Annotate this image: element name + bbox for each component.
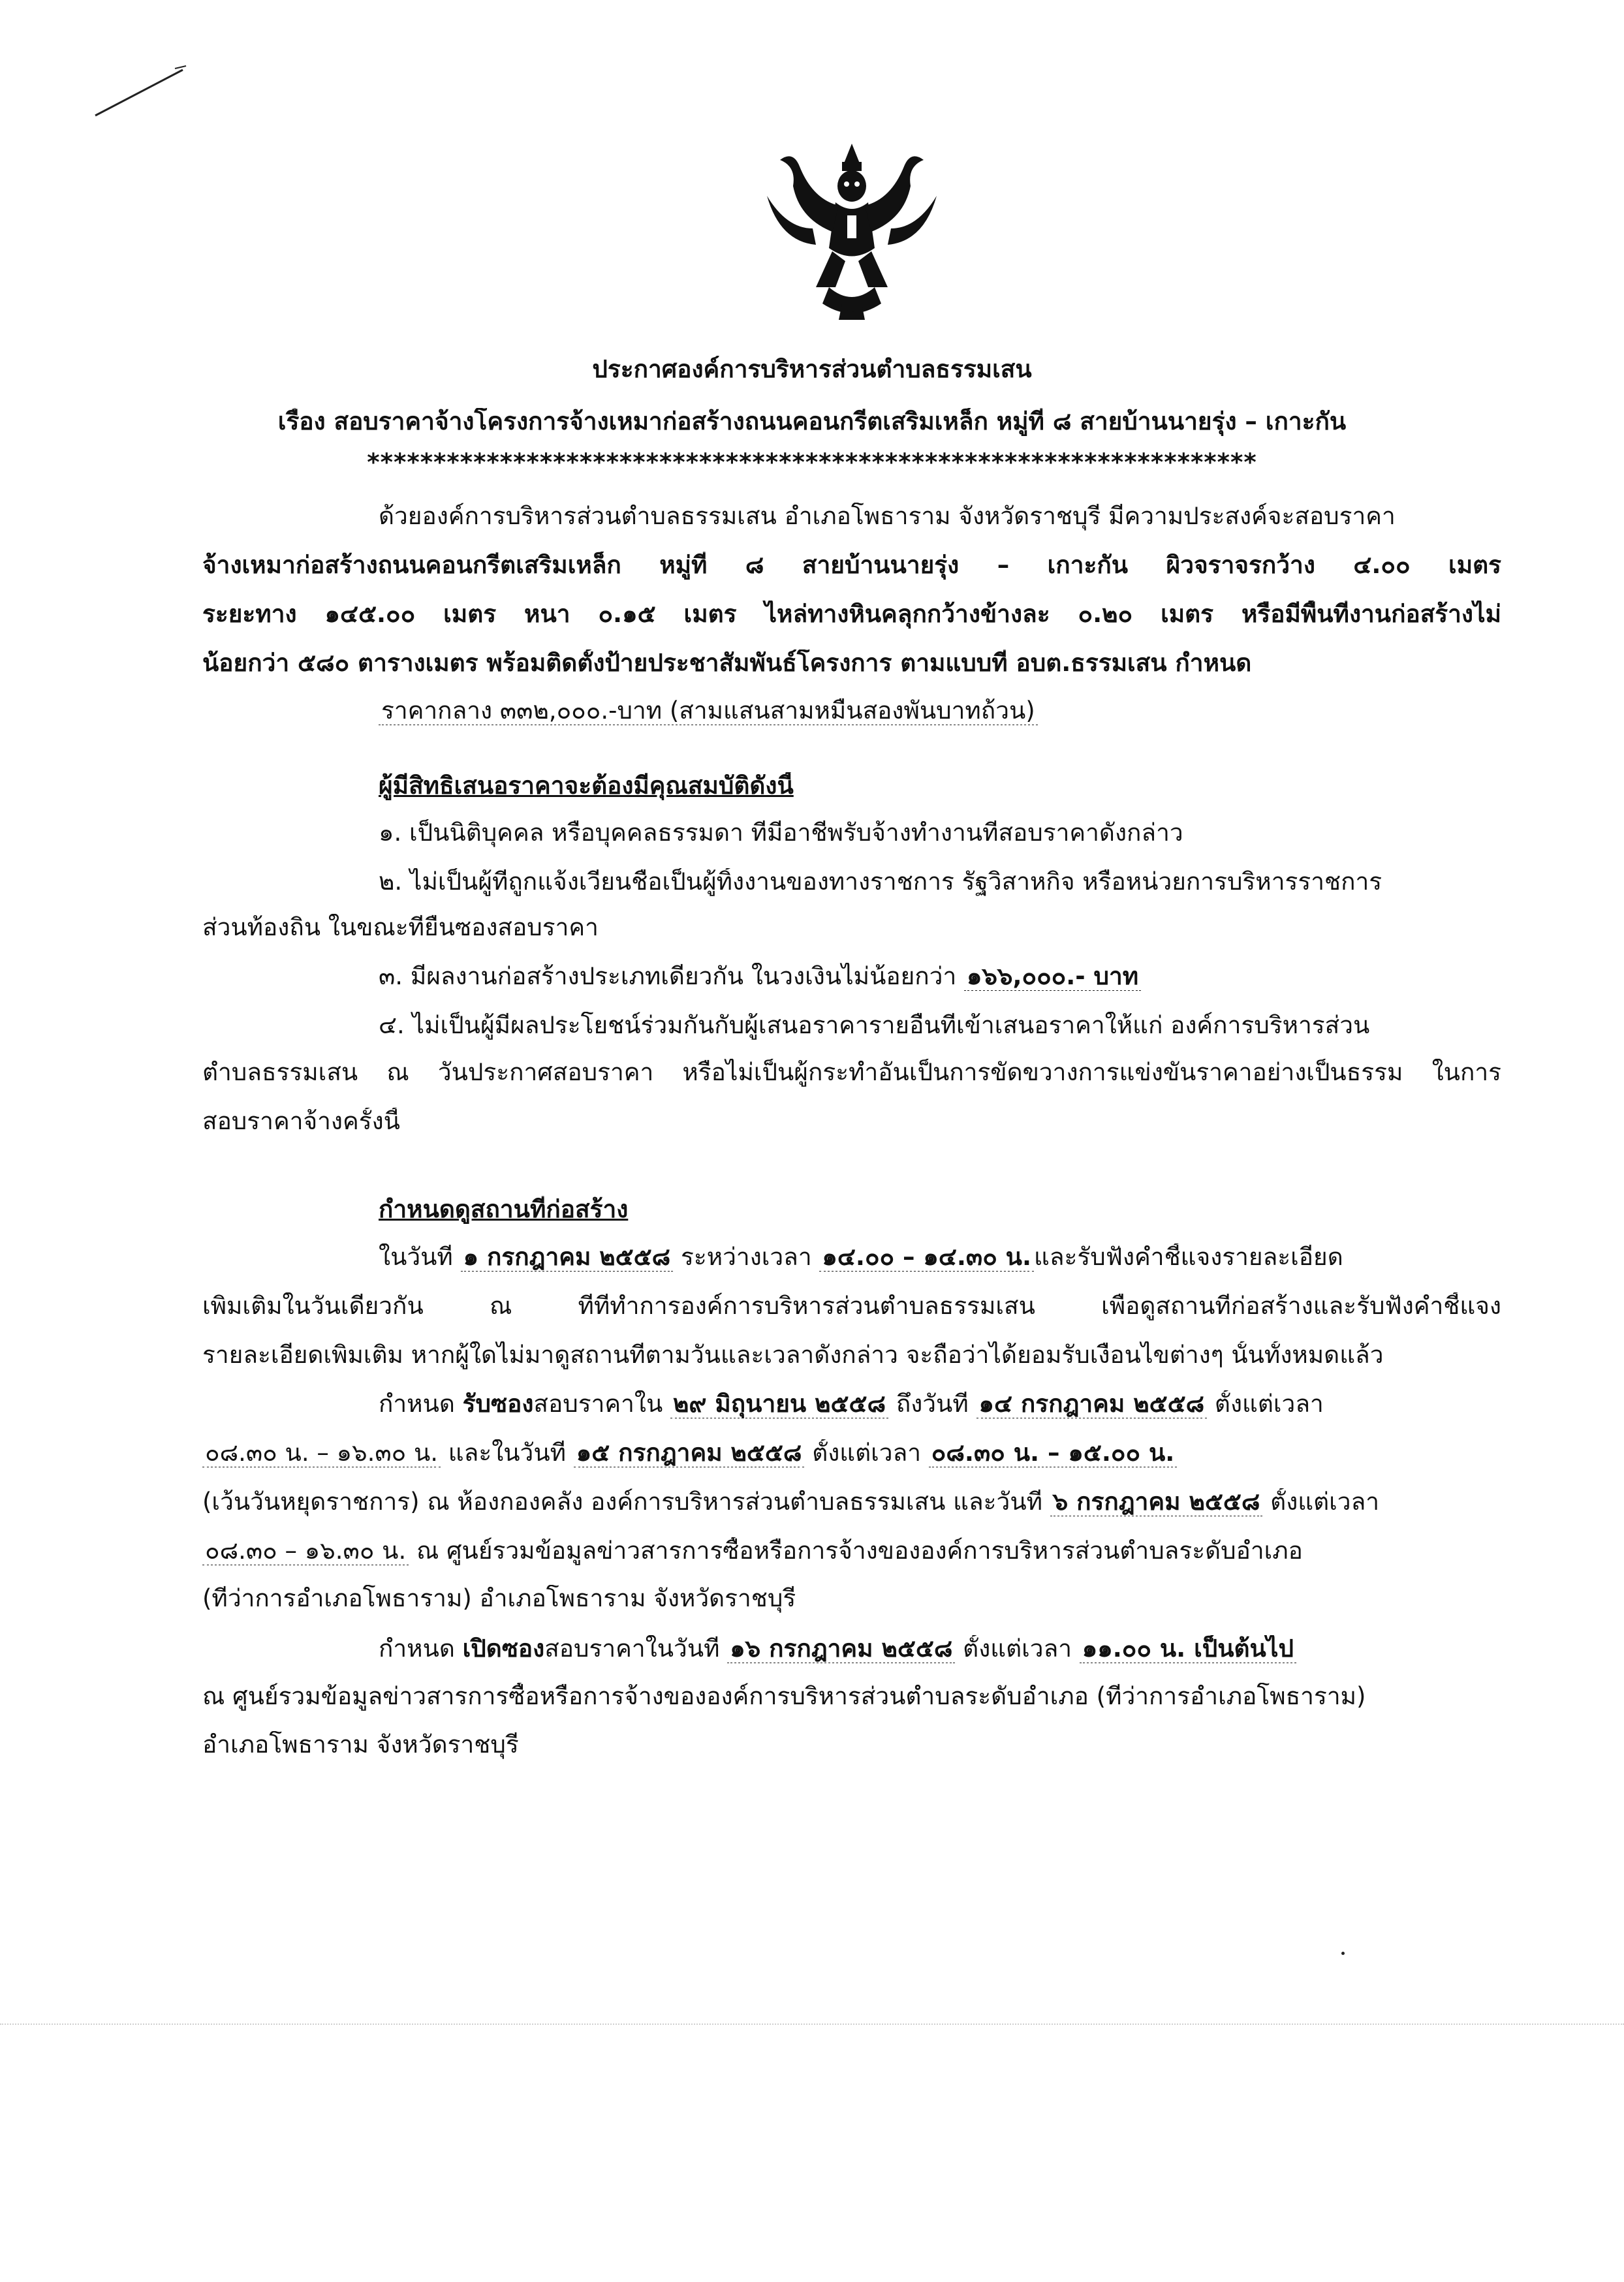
bid-submission-line: ๐๘.๓๐ – ๑๖.๓๐ น. ณ ศูนย์รวมข้อมูลข่าวสารการซื้อหรือการจ้างขององค์การบริหารส่วนตำบลระดับอำเภอ	[202, 1537, 1501, 1565]
qualification-item-continued: ส่วนท้องถิ่น ในขณะที่ยื่นซองสอบราคา	[202, 914, 599, 941]
site-visit-line: ในวันที่ ๑ กรกฎาคม ๒๕๕๘ ระหว่างเวลา ๑๔.๐๐ – ๑๔.๓๐ น. และรับฟังคำชี้แจงรายละเอียด	[379, 1243, 1501, 1272]
site-visit-heading: กำหนดดูสถานที่ก่อสร้าง	[379, 1196, 629, 1223]
qualification-item-continued: สอบราคาจ้างครั้งนี้	[202, 1108, 400, 1135]
qualification-item: ๒. ไม่เป็นผู้ที่ถูกแจ้งเวียนชื่อเป็นผู้ทิ้งงานของทางราชการ รัฐวิสาหกิจ หรือหน่วยการบริหารราชการ	[379, 868, 1382, 896]
qualification-item-continued: ตำบลธรรมเสน ณ วันประกาศสอบราคา หรือไม่เป็นผู้กระทำอันเป็นการขัดขวางการแข่งขันราคาอย่างเป็นธรรม ในการ	[202, 1059, 1501, 1086]
site-visit-line: รายละเอียดเพิ่มเติม หากผู้ใดไม่มาดูสถานที่ตามวันและเวลาดังกล่าว จะถือว่าได้ยอมรับเงื่อนไขต่างๆ นั้นทั้งหมดแล้ว	[202, 1341, 1384, 1369]
bid-submission-line: (ที่ว่าการอำเภอโพธาราม) อำเภอโพธาราม จังหวัดราชบุรี	[202, 1585, 796, 1612]
bid-opening-line: ณ ศูนย์รวมข้อมูลข่าวสารการซื้อหรือการจ้างขององค์การบริหารส่วนตำบลระดับอำเภอ (ที่ว่าการอำเภอโพธาราม)	[202, 1683, 1366, 1710]
qualification-item	[379, 963, 1501, 991]
bid-submission-line: (เว้นวันหยุดราชการ) ณ ห้องกองคลัง องค์การบริหารส่วนตำบลธรรมเสน และวันที่ ๖ กรกฎาคม ๒๕๕๘ ตั้งแต่เวลา	[202, 1488, 1501, 1516]
garuda-emblem	[751, 131, 953, 326]
qualification-item-text: ๓. มีผลงานก่อสร้างประเภทเดียวกัน ในวงเงินไม่น้อยกว่า	[379, 963, 957, 990]
scan-edge-line	[0, 2024, 1624, 2026]
announcement-heading: ประกาศองค์การบริหารส่วนตำบลธรรมเสน	[592, 356, 1032, 383]
minimum-work-value: ๑๖๖,๐๐๐.- บาท	[964, 963, 1141, 991]
separator-stars: *******************************************************************	[367, 449, 1257, 477]
bid-opening-line: กำหนด เปิดซองสอบราคาในวันที่ ๑๖ กรกฎาคม ๒๕๕๘ ตั้งแต่เวลา ๑๑.๐๐ น. เป็นต้นไป	[379, 1635, 1501, 1663]
site-visit-line: เพิ่มเติมในวันเดียวกัน ณ ที่ที่ทำการองค์การบริหารส่วนตำบลธรรมเสน เพื่อดูสถานที่ก่อสร้างและรับฟังคำชี้แจง	[202, 1292, 1501, 1320]
qualification-item: ๔. ไม่เป็นผู้มีผลประโยชน์ร่วมกันกับผู้เสนอราคารายอื่นที่เข้าเสนอราคาให้แก่ องค์การบริหารส่วน	[379, 1012, 1370, 1039]
pen-stroke-mark	[91, 62, 189, 121]
bid-submission-line: กำหนด รับซองสอบราคาใน ๒๙ มิถุนายน ๒๕๕๘ ถึงวันที่ ๑๔ กรกฎาคม ๒๕๕๘ ตั้งแต่เวลา	[379, 1390, 1501, 1418]
body-paragraph-line: ระยะทาง ๑๔๕.๐๐ เมตร หนา ๐.๑๕ เมตร ไหล่ทางหินคลุกกว้างข้างละ ๐.๒๐ เมตร หรือมีพื้นที่งานก่อสร้างไม่	[202, 601, 1501, 628]
scan-speck	[1341, 1952, 1345, 1955]
body-paragraph-line: ด้วยองค์การบริหารส่วนตำบลธรรมเสน อำเภอโพธาราม จังหวัดราชบุรี มีความประสงค์จะสอบราคา	[379, 503, 1396, 530]
qualification-item: ๑. เป็นนิติบุคคล หรือบุคคลธรรมดา ที่มีอาชีพรับจ้างทำงานที่สอบราคาดังกล่าว	[379, 819, 1183, 847]
body-paragraph-line: น้อยกว่า ๕๘๐ ตารางเมตร พร้อมติดตั้งป้ายประชาสัมพันธ์โครงการ ตามแบบที่ อบต.ธรรมเสน กำหนด	[202, 649, 1252, 677]
median-price-value: ราคากลาง ๓๓๒,๐๐๐.-บาท (สามแสนสามหมื่นสองพันบาทถ้วน)	[379, 697, 1038, 725]
body-paragraph-line: จ้างเหมาก่อสร้างถนนคอนกรีตเสริมเหล็ก หมู่ที่ ๘ สายบ้านนายรุ่ง – เกาะกัน ผิวจราจรกว้าง ๔.๐๐ เมตร	[202, 552, 1501, 579]
median-price-line	[379, 697, 1501, 725]
announcement-subject: เรื่อง สอบราคาจ้างโครงการจ้างเหมาก่อสร้างถนนคอนกรีตเสริมเหล็ก หมู่ที่ ๘ สายบ้านนายรุ่ง – เกาะกัน	[277, 408, 1347, 435]
bid-opening-line: อำเภอโพธาราม จังหวัดราชบุรี	[202, 1731, 519, 1758]
qualifications-heading: ผู้มีสิทธิเสนอราคาจะต้องมีคุณสมบัติดังนี้	[379, 772, 794, 800]
bid-submission-line: ๐๘.๓๐ น. – ๑๖.๓๐ น. และในวันที่ ๑๕ กรกฎาคม ๒๕๕๘ ตั้งแต่เวลา ๐๘.๓๐ น. – ๑๕.๐๐ น.	[202, 1439, 1501, 1467]
